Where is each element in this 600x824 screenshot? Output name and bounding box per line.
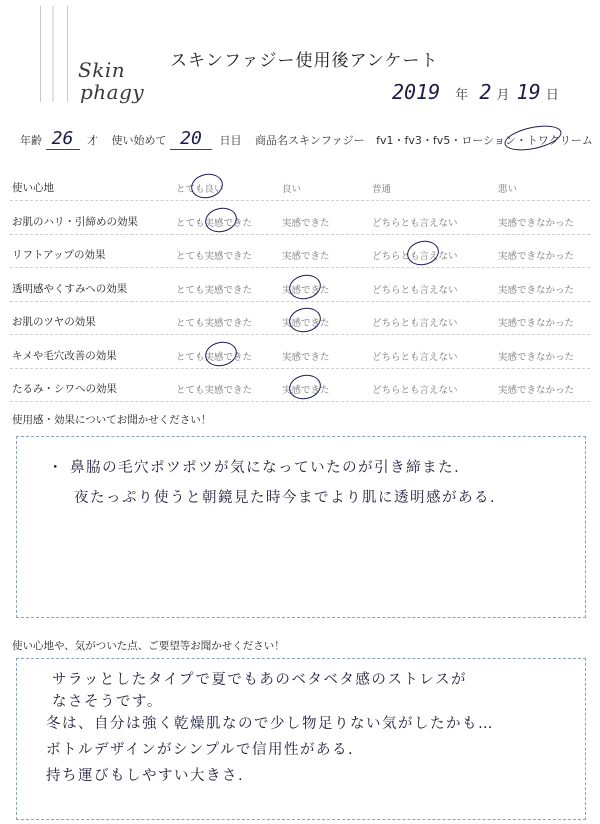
comments2-line-4: ボトルデザインがシンプルで信用性がある. [46,742,355,758]
date-month: 2 [479,80,492,104]
logo-bottle-graphic [40,6,68,102]
selected-rating-circle [203,338,239,368]
rating-option[interactable]: 実感できた [282,284,330,296]
rating-option[interactable]: 実感できた [282,217,330,229]
rating-label: リフトアップの効果 [12,249,106,261]
rating-option[interactable]: 実感できなかった [498,217,575,229]
rating-option[interactable]: 実感できた [282,351,330,363]
rating-option[interactable]: 実感できなかった [498,251,575,262]
date-year-unit: 年 [455,88,469,103]
logo-text-phagy: phagy [80,80,145,104]
date-year: 2019 [392,80,441,104]
rating-label: お肌のツヤの効果 [12,316,96,328]
comments1-line-2: 夜たっぷり使うと朝鏡見た時今までより肌に透明感がある. [74,490,497,506]
rating-option[interactable]: 実感できなかった [498,385,575,396]
rating-option[interactable]: どちらとも言えない [372,351,458,363]
rating-label: お肌のハリ・引締めの効果 [12,215,138,228]
selected-rating-circle [203,204,239,234]
rating-label: キメや毛穴改善の効果 [12,349,117,362]
selected-rating-circle [287,271,323,301]
rating-option[interactable]: どちらとも言えない [372,217,458,229]
rating-option[interactable]: とても実感できた [176,217,253,229]
rating-option[interactable]: 実感できた [282,385,330,396]
rating-option[interactable]: とても実感できた [176,284,253,296]
start-unit: 日目 [219,134,242,147]
rating-option[interactable]: どちらとも言えない [372,251,458,262]
rating-option[interactable]: 普通 [372,184,392,195]
comments2-line-5: 持ち運びもしやすい大きさ. [46,768,245,784]
row-divider [10,301,590,302]
rating-option[interactable]: とても実感できた [176,351,253,363]
rating-label: 透明感やくすみへの効果 [12,282,128,295]
rating-option[interactable]: 実感できなかった [498,351,575,363]
comments2-line-1: サラッとしたタイプで夏でもあのベタベタ感のストレスが [52,672,467,688]
logo-text-skin: Skin [78,58,126,82]
rating-option[interactable]: 悪い [498,184,518,195]
survey-date [392,80,559,104]
product-options: fv1・fv3・fv5・ローション・トワクリーム [376,134,593,147]
rating-option[interactable]: 実感できなかった [498,284,575,296]
comments1-heading: 使用感・効果についてお聞かせください！ [12,414,212,426]
rating-label: 使い心地 [12,182,54,194]
product-label: 商品名スキンファジー [255,134,365,147]
row-divider [10,401,590,402]
comments2-line-2: なさそうです。 [52,694,163,710]
rating-option[interactable]: とても実感できた [176,385,253,396]
rating-option[interactable]: とても実感できた [176,318,253,329]
comments2-heading: 使い心地や、気がついた点、ご要望等お聞かせください！ [12,640,285,652]
rating-option[interactable]: 実感できなかった [498,318,575,329]
row-divider [10,200,590,201]
rating-label: たるみ・シワへの効果 [12,383,117,395]
rating-option[interactable]: 実感できた [282,318,330,329]
date-day: 19 [516,80,541,104]
age-label: 年齢 [20,134,42,147]
rating-option[interactable]: 実感できた [282,251,330,262]
comments2-line-3: 冬は、自分は強く乾燥肌なので少し物足りない気がしたかも… [46,716,494,732]
row-divider [10,334,590,335]
rating-option[interactable]: 良い [282,184,302,195]
row-divider [10,267,590,268]
date-month-unit: 月 [496,88,510,103]
rating-option[interactable]: どちらとも言えない [372,385,458,396]
rating-option[interactable]: とても実感できた [176,251,253,262]
page-title: スキンファジー使用後アンケート [170,51,439,71]
selected-rating-circle [287,372,323,402]
age-value: 26 [46,128,80,150]
selected-rating-circle [189,171,225,201]
rating-option[interactable]: どちらとも言えない [372,318,458,329]
selected-rating-circle [405,238,441,268]
comments1-line-1: ・ 鼻脇の毛穴ポツポツが気になっていたのが引き締また. [48,460,461,476]
start-value: 20 [170,128,212,150]
selected-rating-circle [287,305,323,335]
start-label: 使い始めて [111,134,167,147]
date-day-unit: 日 [545,88,559,103]
row-divider [10,368,590,369]
age-unit: 才 [87,134,98,147]
rating-option[interactable]: とても良い [176,184,224,195]
rating-option[interactable]: どちらとも言えない [372,284,458,296]
row-divider [10,234,590,235]
